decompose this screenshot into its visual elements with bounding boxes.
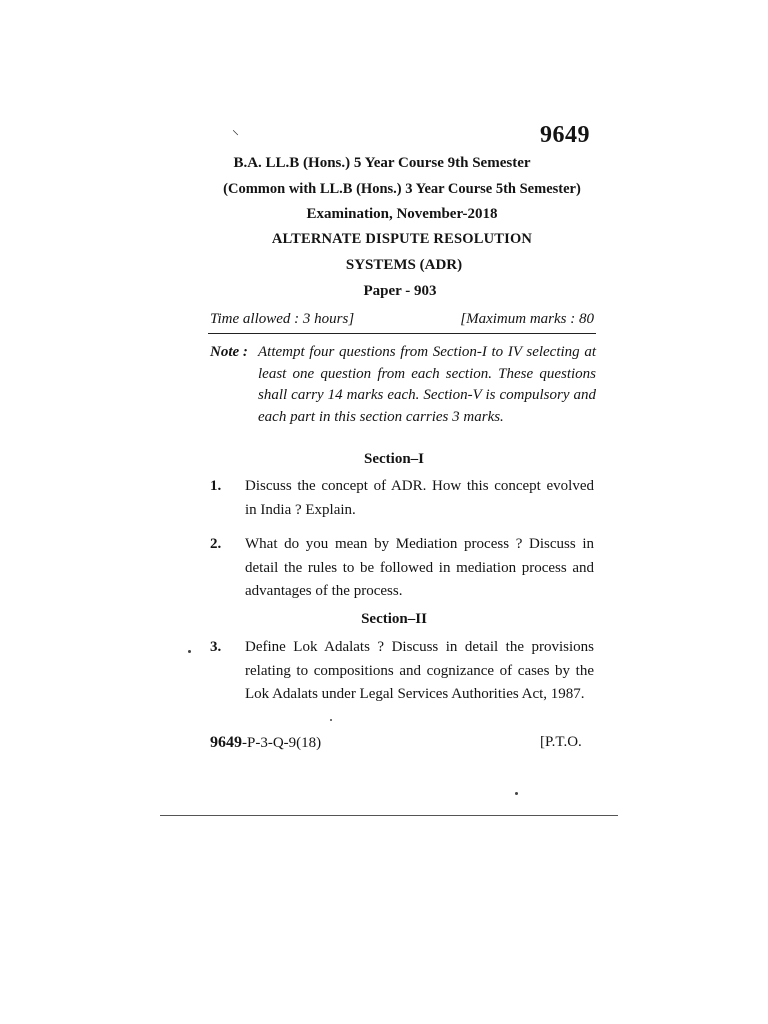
scan-speck: [188, 650, 191, 653]
question-number: 2.: [210, 536, 222, 552]
scan-speck: [330, 719, 332, 721]
question-text: Discuss the concept of ADR. How this concept evolved in India ? Explain.: [245, 478, 594, 518]
question-number: 1.: [210, 478, 222, 494]
page-bottom-edge: [160, 815, 618, 816]
footer-paper-code: [210, 734, 321, 752]
header-divider: [208, 333, 596, 334]
note-label: Note :: [210, 344, 248, 360]
subject-title: ALTERNATE DISPUTE RESOLUTION: [271, 231, 533, 247]
question-number: 3.: [210, 639, 222, 655]
scan-speck: [515, 792, 518, 795]
question-text: Define Lok Adalats ? Discuss in detail the provisions relating to compositions and cognizance of cases by the Lok Adalats under Legal Services Authorities Act, 1987.: [245, 639, 594, 702]
please-turn-over: [P.T.O.: [540, 734, 582, 750]
paper-number: Paper - 903: [363, 283, 437, 299]
scan-mark: ⸌: [232, 129, 239, 144]
time-allowed: Time allowed : 3 hours]: [210, 311, 355, 327]
section-heading: Section–II: [361, 611, 427, 627]
note-text: Attempt four questions from Section-I to IV selecting at least one question from each section. These questions shall carry 14 marks each. Section-V is compulsory and each part in this section carries 3 marks.: [258, 344, 596, 425]
subject-subtitle: SYSTEMS (ADR): [345, 257, 463, 273]
footer-code-bold: 9649: [210, 734, 242, 751]
course-title: B.A. LL.B (Hons.) 5 Year Course 9th Semester: [233, 155, 531, 171]
footer-code-rest: -P-3-Q-9(18): [242, 735, 322, 751]
maximum-marks: [Maximum marks : 80: [460, 311, 594, 327]
course-common-with: (Common with LL.B (Hons.) 3 Year Course 5th Semester): [223, 181, 581, 197]
paper-code: 9649: [540, 122, 590, 148]
examination-date: Examination, November-2018: [306, 206, 498, 222]
question-text: What do you mean by Mediation process ? Discuss in detail the rules to be followed in mediation process and advantages of the process.: [245, 536, 594, 599]
section-heading: Section–I: [364, 451, 424, 467]
